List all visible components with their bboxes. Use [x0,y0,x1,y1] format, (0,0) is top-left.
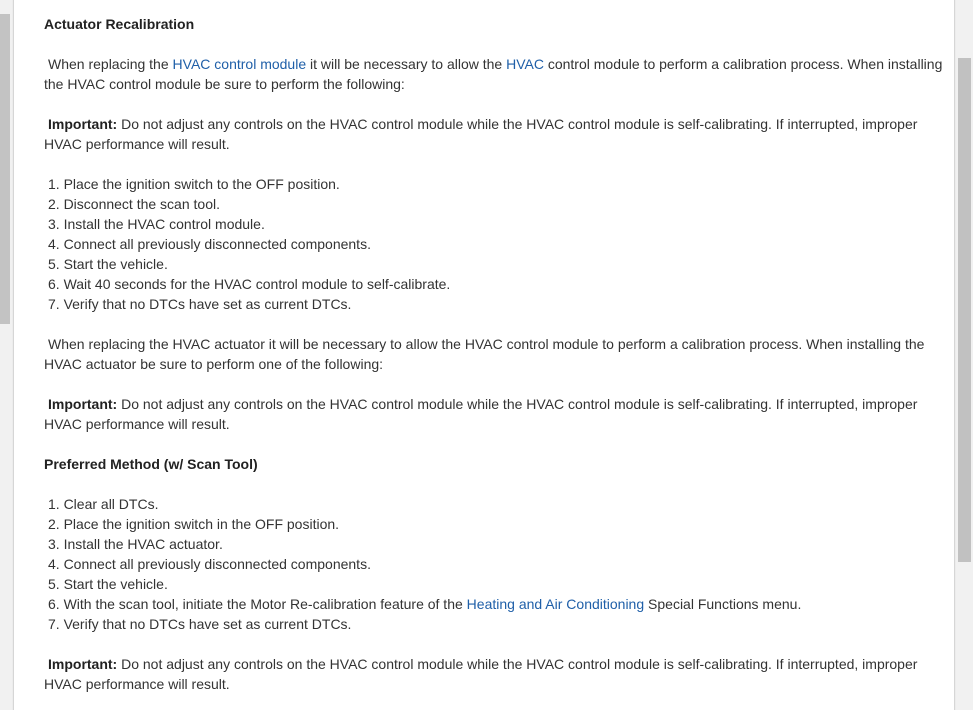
list-item: 4. Connect all previously disconnected components. [48,556,371,572]
text-span: control module to perform a calibration process. When installing the HVAC control module be sure to perform the following: [44,56,943,92]
text-span: it will be necessary to allow the [306,56,507,72]
list-item: 1. Place the ignition switch to the OFF position. [48,176,340,192]
list-item: 3. Install the HVAC actuator. [48,536,223,552]
hvac-link[interactable]: HVAC [506,56,544,72]
left-scrollbar-thumb[interactable] [0,14,10,324]
important-text: Do not adjust any controls on the HVAC control module while the HVAC control module is self-calibrating. If interrupted, improper HVAC performance will result. [44,396,918,432]
right-scrollbar-thumb[interactable] [958,58,971,562]
list-item: 2. Place the ignition switch in the OFF position. [48,516,340,532]
important-label: Important: [48,396,118,412]
hvac-control-module-link[interactable]: HVAC control module [172,56,307,72]
text-span: 6. With the scan tool, initiate the Motor Re-calibration feature of the [48,596,467,612]
control-module-steps [44,174,944,314]
actuator-paragraph: When replacing the HVAC actuator it will be necessary to allow the HVAC control module to perform a calibration process. When installing the HVAC actuator be sure to perform one of the following: [44,336,925,372]
important-note [44,654,944,694]
list-item: 3. Install the HVAC control module. [48,216,265,232]
left-scrollbar[interactable] [0,0,12,710]
actuator-steps [44,494,944,634]
list-item: 7. Verify that no DTCs have set as current DTCs. [48,296,352,312]
list-item: 1. Clear all DTCs. [48,496,159,512]
list-item: 4. Connect all previously disconnected components. [48,236,371,252]
right-scrollbar[interactable] [956,0,973,710]
heating-air-conditioning-link[interactable]: Heating and Air Conditioning [466,596,645,612]
important-text: Do not adjust any controls on the HVAC control module while the HVAC control module is self-calibrating. If interrupted, improper HVAC performance will result. [44,116,918,152]
list-item: 5. Start the vehicle. [48,576,168,592]
document-content [44,14,944,710]
list-item: 7. Verify that no DTCs have set as current DTCs. [48,616,352,632]
important-text: Do not adjust any controls on the HVAC control module while the HVAC control module is self-calibrating. If interrupted, improper HVAC performance will result. [44,656,918,692]
list-item [48,594,944,614]
section-heading: Actuator Recalibration [44,16,195,32]
important-label: Important: [48,656,118,672]
preferred-method-heading: Preferred Method (w/ Scan Tool) [44,456,258,472]
important-note [44,394,944,434]
intro-paragraph [44,54,944,94]
content-panel [13,0,955,710]
important-label: Important: [48,116,118,132]
list-item: 6. Wait 40 seconds for the HVAC control module to self-calibrate. [48,276,451,292]
list-item: 2. Disconnect the scan tool. [48,196,220,212]
text-span: When replacing the [48,56,173,72]
list-item: 5. Start the vehicle. [48,256,168,272]
important-note [44,114,944,154]
text-span: Special Functions menu. [644,596,802,612]
